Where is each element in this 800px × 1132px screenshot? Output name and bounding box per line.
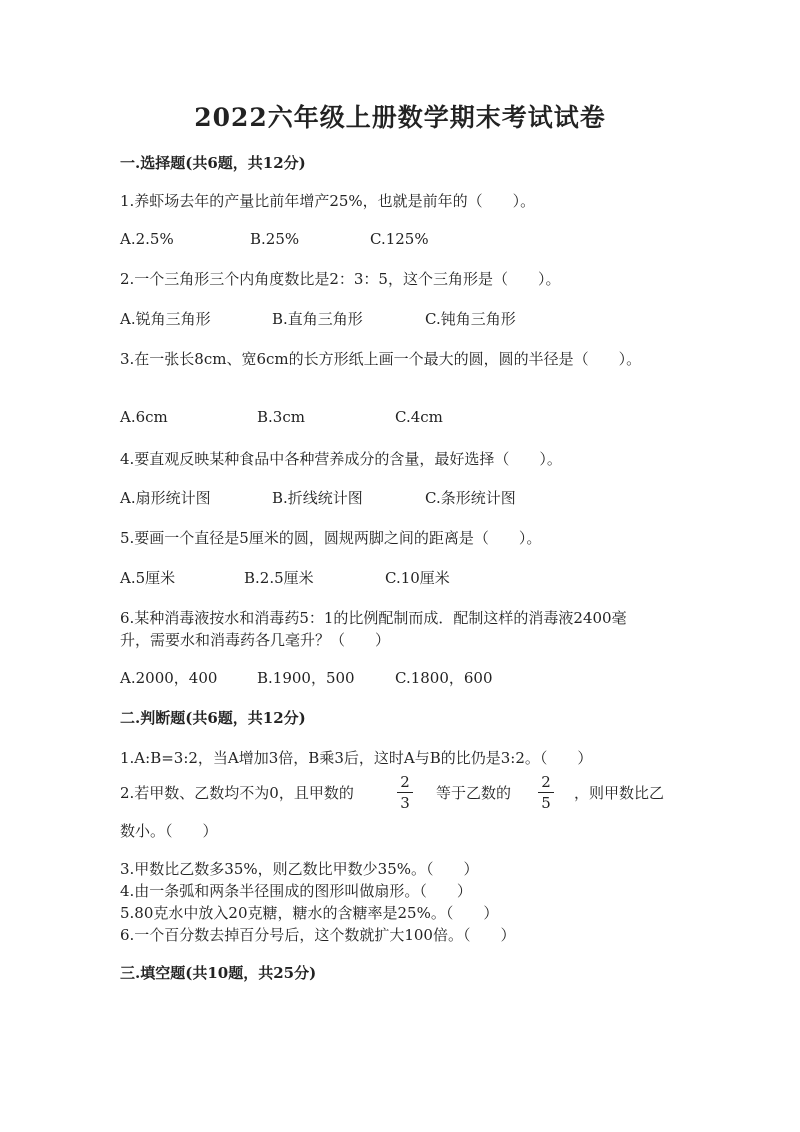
option-1-3-c: C.4cm [395, 408, 443, 426]
option-1-6-c: C.1800，600 [395, 669, 493, 687]
question-1-5: 5.要画一个直径是5厘米的圆，圆规两脚之间的距离是（ ）。 [120, 529, 542, 547]
fraction-bar [538, 792, 554, 793]
question-2-6: 6.一个百分数去掉百分号后，这个数就扩大100倍。（ ） [120, 926, 516, 944]
question-1-6-line2: 升，需要水和消毒药各几毫升？（ ） [120, 631, 391, 649]
option-1-1-a: A.2.5% [120, 230, 174, 248]
question-2-4: 4.由一条弧和两条半径围成的图形叫做扇形。（ ） [120, 882, 472, 900]
option-1-5-b: B.2.5厘米 [244, 569, 314, 587]
section-heading-fill: 三.填空题(共10题，共25分) [120, 964, 317, 982]
question-2-2-part3: ，则甲数比乙 [574, 784, 665, 802]
question-1-1: 1.养虾场去年的产量比前年增产25%，也就是前年的（ ）。 [120, 192, 536, 210]
fraction-denominator: 5 [541, 794, 551, 812]
option-1-2-c: C.钝角三角形 [425, 310, 516, 328]
question-2-2-part2: 等于乙数的 [436, 784, 512, 802]
question-2-2-line2: 数小。（ ） [120, 822, 218, 840]
page-title: 2022六年级上册数学期末考试试卷 [194, 103, 606, 132]
option-1-1-b: B.25% [250, 230, 300, 248]
option-1-5-a: A.5厘米 [120, 569, 176, 587]
option-1-3-a: A.6cm [120, 408, 168, 426]
question-2-1: 1.A:B=3:2，当A增加3倍，B乘3后，这时A与B的比仍是3:2。（ ） [120, 749, 593, 767]
section-heading-judgment: 二.判断题(共6题，共12分) [120, 709, 306, 727]
option-1-4-b: B.折线统计图 [272, 489, 363, 507]
option-1-2-b: B.直角三角形 [272, 310, 363, 328]
fraction-numerator: 2 [400, 773, 410, 791]
option-1-1-c: C.125% [370, 230, 429, 248]
option-1-6-a: A.2000，400 [120, 669, 218, 687]
section-heading-choice: 一.选择题(共6题，共12分) [120, 154, 306, 172]
fraction-two-fifths [536, 773, 556, 812]
question-1-6-line1: 6.某种消毒液按水和消毒药5：1的比例配制而成．配制这样的消毒液2400毫 [120, 609, 627, 627]
fraction-denominator: 3 [400, 794, 410, 812]
question-1-2: 2.一个三角形三个内角度数比是2：3：5，这个三角形是（ ）。 [120, 270, 561, 288]
question-2-5: 5.80克水中放入20克糖，糖水的含糖率是25%。（ ） [120, 904, 499, 922]
question-1-4: 4.要直观反映某种食品中各种营养成分的含量，最好选择（ ）。 [120, 450, 562, 468]
fraction-bar [397, 792, 413, 793]
question-2-2-part1: 2.若甲数、乙数均不为0，且甲数的 [120, 784, 354, 802]
option-1-2-a: A.锐角三角形 [120, 310, 211, 328]
question-2-3: 3.甲数比乙数多35%，则乙数比甲数少35%。（ ） [120, 860, 479, 878]
option-1-3-b: B.3cm [257, 408, 305, 426]
option-1-6-b: B.1900，500 [257, 669, 355, 687]
option-1-4-a: A.扇形统计图 [120, 489, 211, 507]
fraction-numerator: 2 [541, 773, 551, 791]
option-1-4-c: C.条形统计图 [425, 489, 516, 507]
option-1-5-c: C.10厘米 [385, 569, 450, 587]
question-1-3: 3.在一张长8cm、宽6cm的长方形纸上画一个最大的圆，圆的半径是（ ）。 [120, 350, 642, 368]
fraction-two-thirds [395, 773, 415, 812]
